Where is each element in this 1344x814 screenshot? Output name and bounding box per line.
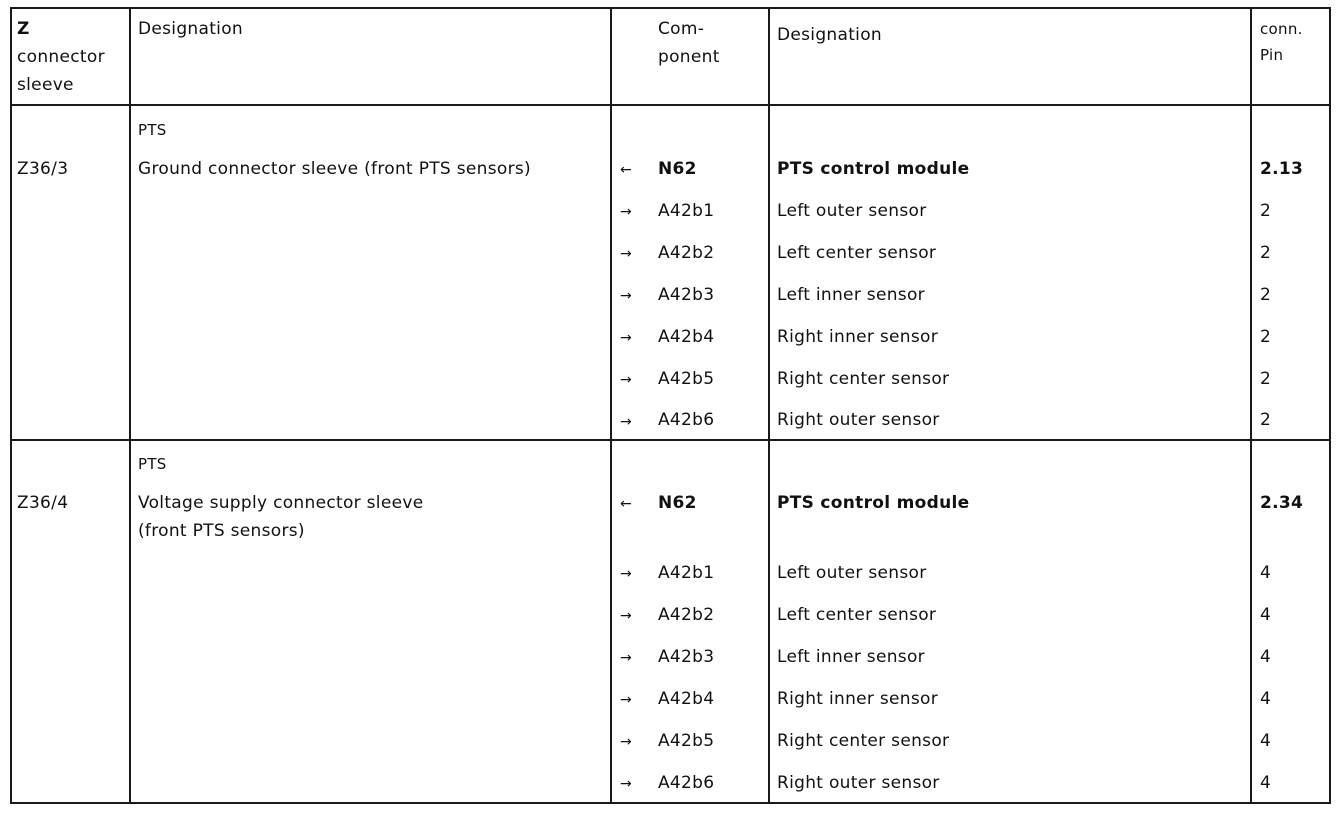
arrow-right-icon: → xyxy=(620,330,632,346)
table-border-bottom xyxy=(10,802,1331,804)
component-designation: Right center sensor xyxy=(777,731,950,751)
component-code: A42b2 xyxy=(658,605,715,625)
component-code: A42b4 xyxy=(658,689,715,709)
pin-number: 2 xyxy=(1260,201,1272,221)
arrow-left-icon: ← xyxy=(620,162,632,178)
column-divider-4 xyxy=(1250,7,1252,804)
pin-number: 4 xyxy=(1260,689,1272,709)
arrow-right-icon: → xyxy=(620,608,632,624)
arrow-right-icon: → xyxy=(620,776,632,792)
component-designation: Right center sensor xyxy=(777,369,950,389)
arrow-left-icon: ← xyxy=(620,496,632,512)
component-designation: Left outer sensor xyxy=(777,201,927,221)
arrow-right-icon: → xyxy=(620,566,632,582)
component-designation: Right outer sensor xyxy=(777,410,940,430)
component-code: A42b5 xyxy=(658,731,715,751)
header-pin-line1: conn. xyxy=(1260,20,1303,38)
component-code: A42b4 xyxy=(658,327,715,347)
pin-number: 4 xyxy=(1260,605,1272,625)
pin-number: 2 xyxy=(1260,243,1272,263)
pin-number: 2 xyxy=(1260,285,1272,305)
component-code: N62 xyxy=(658,493,697,513)
header-connector-line2: connector xyxy=(17,47,105,67)
component-designation: Left center sensor xyxy=(777,605,937,625)
component-code: A42b5 xyxy=(658,369,715,389)
component-designation: Left inner sensor xyxy=(777,647,925,667)
arrow-right-icon: → xyxy=(620,246,632,262)
component-code: A42b1 xyxy=(658,563,715,583)
component-designation: Right inner sensor xyxy=(777,689,939,709)
header-divider xyxy=(10,104,1331,106)
pin-number: 2 xyxy=(1260,327,1272,347)
header-connector-line3: sleeve xyxy=(17,75,74,95)
header-designation-right: Designation xyxy=(777,25,882,45)
column-divider-2 xyxy=(610,7,612,804)
pin-number: 2 xyxy=(1260,410,1272,430)
component-code: A42b6 xyxy=(658,773,715,793)
arrow-right-icon: → xyxy=(620,414,632,430)
arrow-right-icon: → xyxy=(620,734,632,750)
header-connector-line1: Z xyxy=(17,19,30,39)
component-code: A42b3 xyxy=(658,647,715,667)
arrow-right-icon: → xyxy=(620,692,632,708)
table-border-left xyxy=(10,7,12,804)
pin-number: 4 xyxy=(1260,563,1272,583)
component-designation: Left center sensor xyxy=(777,243,937,263)
header-component-line1: Com- xyxy=(658,19,705,39)
group-system-label: PTS xyxy=(138,455,167,473)
pin-number: 4 xyxy=(1260,647,1272,667)
table-border-top xyxy=(10,7,1331,9)
column-divider-1 xyxy=(129,7,131,804)
component-code: A42b2 xyxy=(658,243,715,263)
component-code: A42b6 xyxy=(658,410,715,430)
pin-number: 2.34 xyxy=(1260,493,1304,513)
pin-number: 4 xyxy=(1260,773,1272,793)
arrow-right-icon: → xyxy=(620,204,632,220)
connector-designation-line2: (front PTS sensors) xyxy=(138,521,305,541)
component-designation: Left inner sensor xyxy=(777,285,925,305)
pin-number: 4 xyxy=(1260,731,1272,751)
arrow-right-icon: → xyxy=(620,288,632,304)
component-code: A42b3 xyxy=(658,285,715,305)
component-code: N62 xyxy=(658,159,697,179)
component-designation: PTS control module xyxy=(777,159,970,179)
component-designation: Right inner sensor xyxy=(777,327,939,347)
table-border-right xyxy=(1329,7,1331,804)
header-pin-line2: Pin xyxy=(1260,46,1284,64)
component-designation: Right outer sensor xyxy=(777,773,940,793)
connector-designation: Voltage supply connector sleeve xyxy=(138,493,424,513)
group-divider xyxy=(10,439,1331,441)
arrow-right-icon: → xyxy=(620,650,632,666)
connector-id: Z36/4 xyxy=(17,493,69,513)
component-designation: Left outer sensor xyxy=(777,563,927,583)
connector-designation: Ground connector sleeve (front PTS sensors) xyxy=(138,159,531,179)
pin-number: 2.13 xyxy=(1260,159,1304,179)
column-divider-3 xyxy=(768,7,770,804)
arrow-right-icon: → xyxy=(620,372,632,388)
component-code: A42b1 xyxy=(658,201,715,221)
group-system-label: PTS xyxy=(138,121,167,139)
header-designation-left: Designation xyxy=(138,19,243,39)
header-component-line2: ponent xyxy=(658,47,720,67)
pin-number: 2 xyxy=(1260,369,1272,389)
connector-id: Z36/3 xyxy=(17,159,69,179)
component-designation: PTS control module xyxy=(777,493,970,513)
